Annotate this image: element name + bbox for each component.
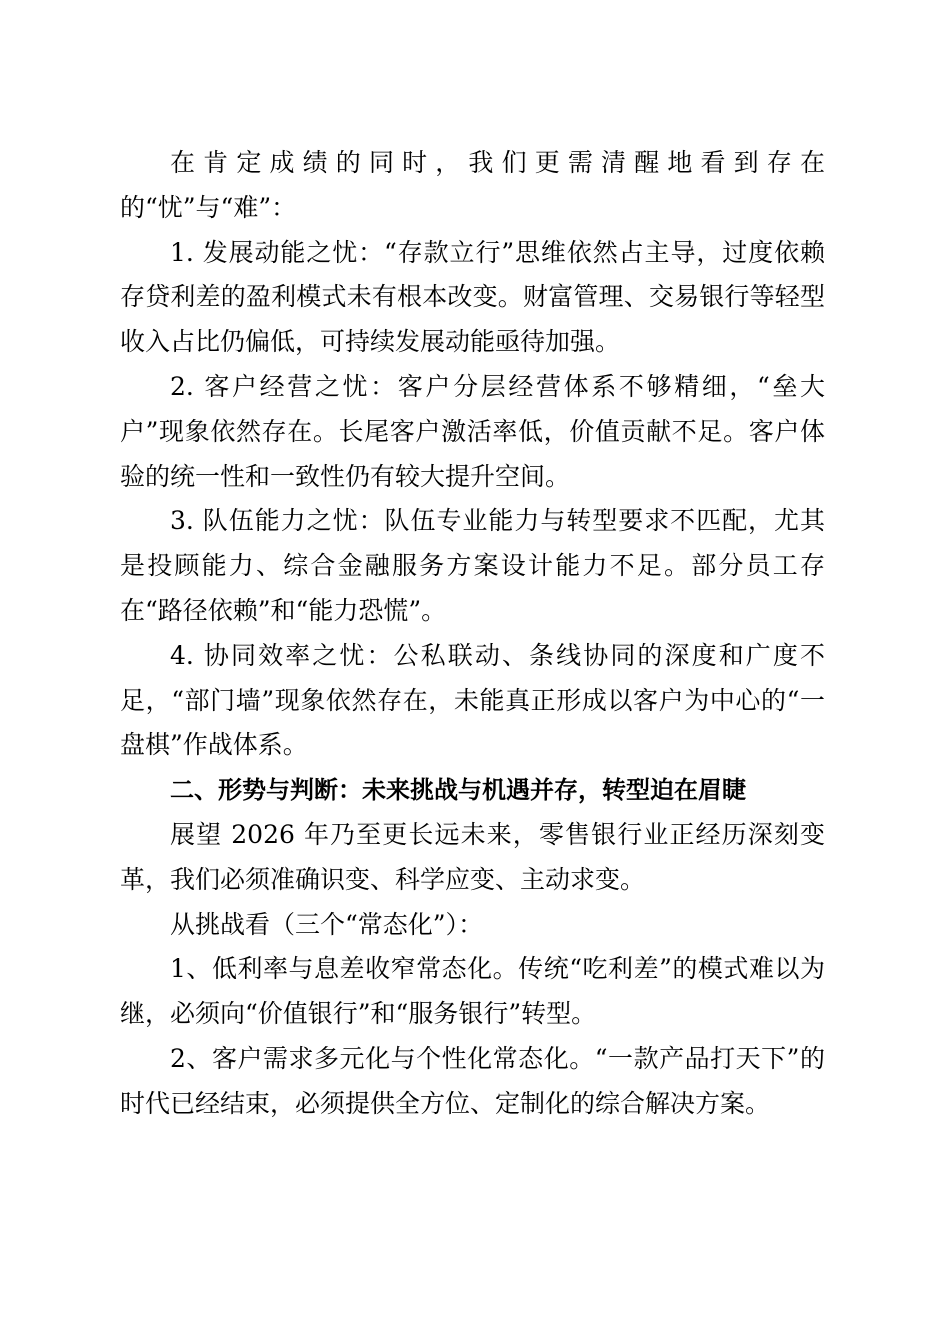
paragraph-intro: 在肯定成绩的同时，我们更需清醒地看到存在的“忧”与“难”： xyxy=(120,148,825,222)
paragraph-challenges-intro: 从挑战看（三个“常态化”）： xyxy=(170,909,484,939)
paragraph-collaboration-efficiency: 4. 协同效率之忧：公私联动、条线协同的深度和广度不足，“部门墙”现象依然存在，未能真正形成以客户为中心的“一盘棋”作战体系。 xyxy=(120,640,825,760)
document-body xyxy=(120,141,825,1127)
paragraph-customer-operation: 2. 客户经营之忧：客户分层经营体系不够精细，“垒大户”现象依然存在。长尾客户激活率低，价值贡献不足。客户体验的统一性和一致性仍有较大提升空间。 xyxy=(120,371,825,491)
section-heading: 二、形势与判断：未来挑战与机遇并存，转型迫在眉睫 xyxy=(170,776,746,805)
paragraph-team-capability: 3. 队伍能力之忧：队伍专业能力与转型要求不匹配，尤其是投顾能力、综合金融服务方案设计能力不足。部分员工存在“路径依赖”和“能力恐慌”。 xyxy=(120,506,825,625)
paragraph-challenge-low-rate: 1、低利率与息差收窄常态化。传统“吃利差”的模式难以为继，必须向“价值银行”和“服务银行”转型。 xyxy=(120,954,825,1029)
paragraph-outlook: 展望 2026 年乃至更长远未来，零售银行业正经历深刻变革，我们必须准确识变、科学应变、主动求变。 xyxy=(120,819,825,894)
paragraph-development-momentum: 1. 发展动能之忧：“存款立行”思维依然占主导，过度依赖存贷利差的盈利模式未有根本改变。财富管理、交易银行等轻型收入占比仍偏低，可持续发展动能亟待加强。 xyxy=(120,237,825,357)
paragraph-challenge-customer-needs: 2、客户需求多元化与个性化常态化。“一款产品打天下”的时代已经结束，必须提供全方位、定制化的综合解决方案。 xyxy=(120,1043,825,1118)
